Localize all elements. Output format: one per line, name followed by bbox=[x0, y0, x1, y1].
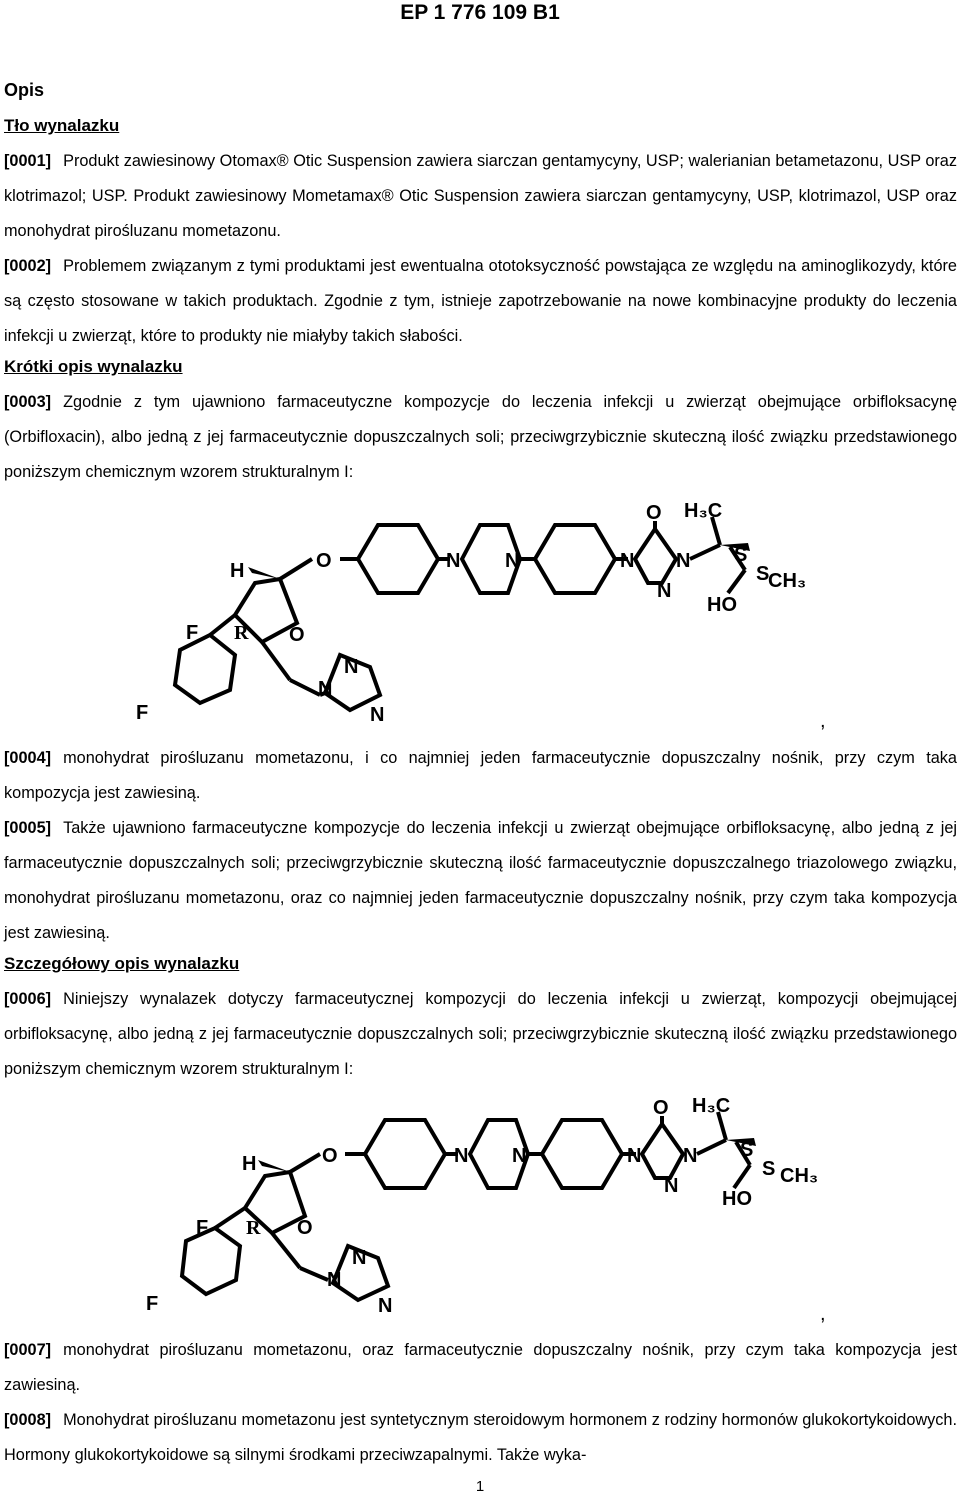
atom-n: N bbox=[446, 550, 461, 572]
atom-s: S bbox=[740, 1139, 754, 1161]
paragraph-text: monohydrat pirośluzanu mometazonu, oraz farmaceutycznie dopuszczalny nośnik, przy czym taka kompozycja jest zawiesiną. bbox=[4, 1341, 957, 1394]
atom-n: N bbox=[378, 1295, 393, 1317]
atom-s: S bbox=[762, 1158, 776, 1180]
paragraph-number: [0003] bbox=[4, 393, 52, 411]
atom-h: H bbox=[230, 560, 245, 582]
paragraph-text: Zgodnie z tym ujawniono farmaceutyczne kompozycje do leczenia infekcji u zwierząt obejmujące orbifloksacynę (Orbifloxacin), albo jedną z jej farmaceutycznie dopuszczalnych soli; przeciwgrzybicznie skuteczną ilość związku przedstawionego poniższym chemicznym wzorem strukturalnym I: bbox=[4, 393, 957, 481]
atom-o: O bbox=[322, 1145, 338, 1167]
atom-o: O bbox=[653, 1097, 669, 1119]
atom-h3c: H₃C bbox=[684, 500, 723, 522]
paragraph-0007 bbox=[4, 1333, 957, 1403]
paragraph-0006 bbox=[4, 982, 957, 1087]
formula-svg bbox=[0, 495, 960, 735]
heading-background: Tło wynalazku bbox=[4, 116, 120, 135]
paragraph-text: Niniejszy wynalazek dotyczy farmaceutycznej kompozycji do leczenia infekcji u zwierząt, kompozycji obejmującej orbifloksacynę, albo jedną z jej farmaceutycznie dopuszczalnych soli; przeciwgrzybicznie skuteczną ilość związku przedstawionego poniższym chemicznym wzorem strukturalnym I: bbox=[4, 990, 957, 1078]
atom-n: N bbox=[627, 1145, 642, 1167]
paragraph-0004 bbox=[4, 741, 957, 811]
paragraph-0003 bbox=[4, 385, 957, 490]
paragraph-number: [0001] bbox=[4, 152, 52, 170]
paragraph-number: [0008] bbox=[4, 1411, 52, 1429]
atom-f: F bbox=[146, 1293, 159, 1315]
atom-f: F bbox=[186, 622, 199, 644]
atom-o: O bbox=[289, 624, 305, 646]
wedge-bond bbox=[258, 1160, 290, 1172]
paragraph-text: Monohydrat pirośluzanu mometazonu jest syntetycznym steroidowym hormonem z rodziny hormonów glukokortykoidowych. Hormony glukokortykoidowe są silnymi środkami przeciwzapalnymi. Także wyka- bbox=[4, 1411, 957, 1464]
atom-n: N bbox=[370, 704, 385, 726]
chemical-formula-2 bbox=[0, 1088, 960, 1328]
atom-h: H bbox=[242, 1153, 257, 1175]
atom-o: O bbox=[646, 502, 662, 524]
atom-n: N bbox=[344, 656, 359, 678]
stereo-r: R bbox=[234, 622, 249, 644]
paragraph-number: [0002] bbox=[4, 257, 52, 275]
atom-ch3: CH₃ bbox=[768, 570, 807, 592]
atom-n: N bbox=[657, 580, 672, 602]
atom-n: N bbox=[676, 550, 691, 572]
paragraph-number: [0006] bbox=[4, 990, 52, 1008]
atom-n: N bbox=[505, 550, 520, 572]
atom-f: F bbox=[136, 702, 149, 724]
paragraph-text: monohydrat pirośluzanu mometazonu, i co najmniej jeden farmaceutycznie dopuszczalny nośnik, przy czym taka kompozycja jest zawiesiną. bbox=[4, 749, 957, 802]
atom-o: O bbox=[316, 550, 332, 572]
document-header: EP 1 776 109 B1 bbox=[400, 1, 560, 24]
atom-n: N bbox=[454, 1145, 469, 1167]
atom-ho: HO bbox=[722, 1188, 752, 1210]
atom-f: F bbox=[196, 1217, 209, 1239]
heading-detailed: Szczegółowy opis wynalazku bbox=[4, 954, 240, 973]
paragraph-0001 bbox=[4, 144, 957, 249]
atom-o: O bbox=[297, 1217, 313, 1239]
paragraph-number: [0007] bbox=[4, 1341, 52, 1359]
paragraph-0005 bbox=[4, 811, 957, 951]
atom-n: N bbox=[512, 1145, 527, 1167]
atom-n: N bbox=[620, 550, 635, 572]
atom-n: N bbox=[683, 1145, 698, 1167]
paragraph-text: Produkt zawiesinowy Otomax® Otic Suspension zawiera siarczan gentamycyny, USP; walerianian betametazonu, USP oraz klotrimazol; USP. Produkt zawiesinowy Mometamax® Otic Suspension zawiera siarczan gentamycyny, USP, klotrimazol, USP oraz monohydrat pirośluzanu mometazonu. bbox=[4, 152, 957, 240]
chemical-formula-1 bbox=[0, 495, 960, 735]
paragraph-number: [0005] bbox=[4, 819, 52, 837]
atom-n: N bbox=[352, 1247, 367, 1269]
atom-n: N bbox=[664, 1175, 679, 1197]
atom-s: S bbox=[734, 544, 748, 566]
formula-comma: , bbox=[820, 710, 826, 732]
stereo-r: R bbox=[246, 1217, 261, 1239]
wedge-bond bbox=[248, 567, 280, 579]
paragraph-number: [0004] bbox=[4, 749, 52, 767]
atom-s: S bbox=[756, 563, 770, 585]
atom-h3c: H₃C bbox=[692, 1095, 731, 1117]
paragraph-text: Także ujawniono farmaceutyczne kompozycje do leczenia infekcji u zwierząt obejmujące orbifloksacynę, albo jedną z jej farmaceutycznie dopuszczalnych soli; przeciwgrzybicznie skuteczną ilość farmaceutycznie dopuszczalnego triazolowego związku, monohydrat pirośluzanu mometazonu, oraz co najmniej jeden farmaceutycznie dopuszczalny nośnik, przy czym taka kompozycja jest zawiesiną. bbox=[4, 819, 957, 942]
atom-ho: HO bbox=[707, 594, 737, 616]
page-number: 1 bbox=[475, 1478, 485, 1495]
formula-svg bbox=[0, 1088, 960, 1328]
paragraph-0002 bbox=[4, 249, 957, 354]
paragraph-text: Problemem związanym z tymi produktami jest ewentualna ototoksyczność powstająca ze względu na aminoglikozydy, które są często stosowane w takich produktach. Zgodnie z tym, istnieje zapotrzebowanie na nowe kombinacyjne produkty do leczenia infekcji u zwierząt, które to produkty nie miałyby takich słabości. bbox=[4, 257, 957, 345]
atom-n: N bbox=[327, 1269, 342, 1291]
heading-brief: Krótki opis wynalazku bbox=[4, 357, 183, 376]
paragraph-0008 bbox=[4, 1403, 957, 1473]
atom-ch3: CH₃ bbox=[780, 1165, 819, 1187]
formula-comma: , bbox=[820, 1303, 826, 1325]
section-title-opis: Opis bbox=[4, 80, 45, 100]
atom-n: N bbox=[318, 678, 333, 700]
